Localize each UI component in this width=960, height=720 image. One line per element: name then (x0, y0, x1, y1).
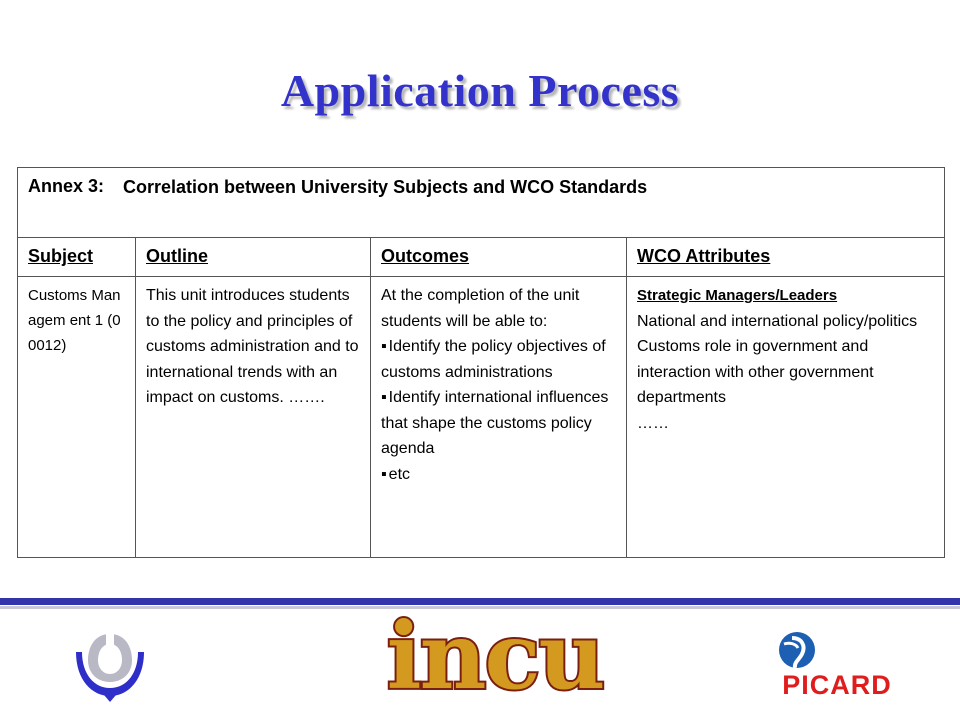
column-header-subject: Subject (18, 238, 136, 277)
slide-title: Application Process (280, 65, 680, 116)
column-header-outcomes: Outcomes (371, 238, 627, 277)
incu-logo-text: incu (386, 606, 604, 706)
attribute-line: Customs role in government and interaction with other government departments (637, 338, 874, 406)
footer-rule (0, 598, 960, 605)
wco-logo-icon (72, 630, 148, 702)
column-header-outline: Outline (136, 238, 371, 277)
table-row (18, 277, 945, 558)
annex-title: Correlation between University Subjects and WCO Standards (123, 177, 648, 197)
column-header-row (18, 238, 945, 277)
outcomes-intro: At the completion of the unit students will be able to: (381, 287, 580, 330)
outline-cell: This unit introduces students to the policy and principles of customs administration and to international trends with an impact on customs. ……. (136, 277, 371, 558)
incu-logo (380, 606, 610, 706)
list-item: ▪ Identify the policy objectives of customs administrations (381, 334, 616, 385)
picard-logo-text: PICARD (782, 670, 892, 700)
attribute-line: National and international policy/politics (637, 312, 918, 330)
outcomes-list (381, 334, 616, 487)
picard-logo (762, 630, 912, 700)
correlation-table (17, 167, 945, 558)
attribute-line: …… (637, 414, 669, 432)
subject-cell: Customs Managem ent 1 (00012) (18, 277, 136, 558)
column-header-wco-attributes: WCO Attributes (627, 238, 945, 277)
annex-header-row (18, 168, 945, 238)
list-item: ▪ Identify international influences that shape the customs policy agenda (381, 385, 616, 462)
attributes-heading: Strategic Managers/Leaders (637, 287, 838, 304)
list-item: ▪ etc (381, 462, 616, 488)
wco-attributes-cell (627, 277, 945, 558)
annex-label: Annex 3: (28, 176, 105, 196)
outcomes-cell (371, 277, 627, 558)
picard-globe-icon (762, 630, 912, 672)
annex-header-cell (18, 168, 945, 238)
